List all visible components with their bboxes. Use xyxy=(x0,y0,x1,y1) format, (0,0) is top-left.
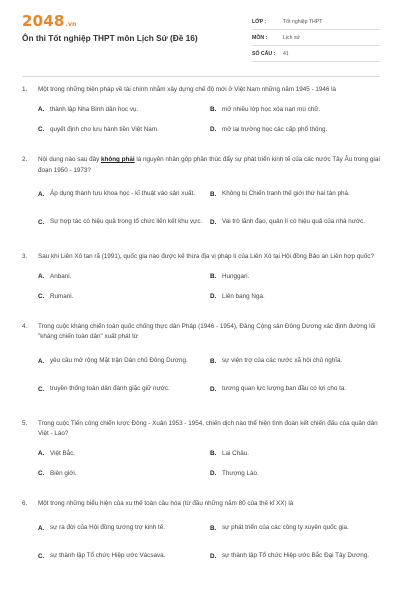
option-letter: A. xyxy=(38,357,45,365)
option-letter: A. xyxy=(38,190,45,198)
option-letter: C. xyxy=(38,218,45,226)
question xyxy=(22,322,382,405)
option-text: Sự hợp tác có hiệu quả trong tổ chức liên kết khu vực. xyxy=(50,218,203,226)
option-text: sự thành lập Tổ chức Hiệp ước Bắc Đại Tây Dương. xyxy=(222,552,370,560)
answer-options xyxy=(22,182,382,238)
option-text: Áp dụng thành tựu khoa học - kĩ thuật vào sản xuất. xyxy=(50,190,195,198)
option-letter: C. xyxy=(38,126,45,134)
answer-option[interactable] xyxy=(38,288,210,305)
option-text: Liên bang Nga. xyxy=(222,292,265,300)
question xyxy=(22,499,382,571)
option-letter: C. xyxy=(38,385,45,393)
answer-options xyxy=(22,516,382,572)
option-text: Thượng Lào. xyxy=(222,469,259,477)
option-text: truyền thống toàn dân đánh giặc giữ nước. xyxy=(50,385,170,393)
question xyxy=(22,85,382,141)
option-text: sự phát triển của các công ty xuyên quốc gia. xyxy=(222,524,349,532)
option-letter: A. xyxy=(38,273,45,281)
answer-option[interactable] xyxy=(38,516,210,541)
meta-value: Tốt nghiệp THPT xyxy=(283,18,323,25)
option-text: Anbani. xyxy=(50,272,72,280)
answer-options xyxy=(22,101,382,141)
meta-row-class xyxy=(252,14,380,30)
option-letter: D. xyxy=(210,126,217,134)
option-letter: A. xyxy=(38,450,45,458)
header-divider xyxy=(22,76,380,77)
option-letter: D. xyxy=(210,470,217,478)
exam-meta-table xyxy=(252,14,380,62)
option-letter: D. xyxy=(210,293,217,301)
question-text: Sau khi Liên Xô tan rã (1991), quốc gia nào được kế thừa địa vị pháp lí của Liên Xô tại Hội đồng Bảo an Liên hợp quốc? xyxy=(38,252,374,260)
site-logo[interactable] xyxy=(22,12,77,30)
option-letter: B. xyxy=(210,273,217,281)
meta-value: 41 xyxy=(283,50,289,57)
option-letter: A. xyxy=(38,106,45,114)
answer-options xyxy=(22,268,382,308)
option-text: Việt Bắc. xyxy=(50,449,76,457)
answer-option[interactable] xyxy=(210,182,382,207)
question-text: Một trong những biện pháp về tài chính nhằm xây dựng chế độ mới ở Việt Nam những năm 1945 - 1946 là xyxy=(38,86,337,93)
option-letter: D. xyxy=(210,385,217,393)
question-text: Nội dung nào sau đây không phải là nguyên nhân góp phần thúc đẩy sự phát triển kinh tế của các nước Tây Âu trong giai đoạn 1950 - 1973? xyxy=(38,156,380,174)
question-number: 6. xyxy=(22,500,28,508)
answer-option[interactable] xyxy=(210,465,382,482)
answer-option[interactable] xyxy=(210,268,382,285)
question xyxy=(22,419,382,486)
answer-option[interactable] xyxy=(38,101,210,118)
answer-option[interactable] xyxy=(38,349,210,374)
answer-option[interactable] xyxy=(210,349,382,374)
option-text: thành lập Nha Bình dân học vụ. xyxy=(50,105,139,113)
option-letter: C. xyxy=(38,552,45,560)
option-text: mở lại trường học các cấp phổ thông. xyxy=(222,125,328,133)
question-number: 3. xyxy=(22,252,28,260)
meta-value: Lịch sử xyxy=(283,34,301,41)
meta-key: MÔN : xyxy=(252,34,268,41)
question xyxy=(22,155,382,238)
option-text: tương quan lực lượng ban đầu có lợi cho ta. xyxy=(222,385,347,393)
meta-row-subject xyxy=(252,30,380,46)
meta-row-count xyxy=(252,46,380,62)
question xyxy=(22,252,382,308)
answer-option[interactable] xyxy=(38,465,210,482)
question-text: Trong cuộc Tiến công chiến lược Đông - Xuân 1953 - 1954, chiến dịch nào thể hiện tình đoàn kết chiến đấu của quân dân Việt - Lào? xyxy=(38,419,378,438)
answer-option[interactable] xyxy=(38,182,210,207)
answer-option[interactable] xyxy=(38,445,210,462)
option-letter: B. xyxy=(210,190,217,198)
answer-option[interactable] xyxy=(38,121,210,138)
page-header xyxy=(0,0,400,68)
option-text: mở nhiều lớp học xóa nạn mù chữ. xyxy=(222,105,321,113)
emphasis-text: không phải xyxy=(101,156,135,164)
answer-options xyxy=(22,445,382,485)
answer-option[interactable] xyxy=(38,268,210,285)
question-list xyxy=(22,85,382,586)
answer-option[interactable] xyxy=(210,544,382,569)
answer-option[interactable] xyxy=(210,288,382,305)
meta-key: LỚP : xyxy=(252,18,267,25)
page-title: Ôn thi Tốt nghiệp THPT môn Lịch Sử (Đề 16) xyxy=(22,33,198,43)
option-letter: C. xyxy=(38,470,45,478)
option-text: yêu cầu mở rộng Mặt trận Dân chủ Đông Dương. xyxy=(50,357,188,365)
answer-option[interactable] xyxy=(210,121,382,138)
option-letter: D. xyxy=(210,552,217,560)
option-text: Biên giới. xyxy=(50,469,77,477)
answer-option[interactable] xyxy=(210,445,382,462)
question-number: 5. xyxy=(22,419,28,427)
option-letter: C. xyxy=(38,293,45,301)
meta-key: SỐ CÂU : xyxy=(252,50,276,57)
answer-option[interactable] xyxy=(210,377,382,402)
answer-option[interactable] xyxy=(210,516,382,541)
option-text: sự viện trợ của các nước xã hội chủ nghĩa. xyxy=(222,357,343,365)
answer-option[interactable] xyxy=(38,210,210,235)
option-text: Lai Châu. xyxy=(222,449,249,457)
question-number: 2. xyxy=(22,156,28,164)
question-text: Trong cuộc kháng chiến toàn quốc chống thực dân Pháp (1946 - 1954), Đảng Cộng sản Đông Dương xác định đường lối "kháng chiến toàn dân" xuất phát từ xyxy=(38,323,376,341)
question-text: Một trong những biểu hiện của xu thế toàn cầu hóa (từ đầu những năm 80 của thế kỉ XX) là xyxy=(38,500,294,508)
option-text: sự thành lập Tổ chức Hiệp ước Vácsava. xyxy=(50,552,166,560)
option-letter: D. xyxy=(210,218,217,226)
option-letter: B. xyxy=(210,357,217,365)
question-number: 4. xyxy=(22,323,28,331)
option-text: Không bị Chiến tranh thế giới thứ hai tàn phá. xyxy=(222,190,350,198)
option-letter: B. xyxy=(210,450,217,458)
question-number: 1. xyxy=(22,86,28,93)
answer-option[interactable] xyxy=(38,377,210,402)
option-text: quyết định cho lưu hành tiền Việt Nam. xyxy=(50,125,159,133)
logo-text: 2048 xyxy=(22,12,65,30)
option-text: Hunggari. xyxy=(222,272,250,280)
answer-option[interactable] xyxy=(38,544,210,569)
option-text: Vai trò lãnh đạo, quản lí có hiệu quả của nhà nước. xyxy=(222,218,366,226)
answer-option[interactable] xyxy=(210,210,382,235)
option-text: Rumani. xyxy=(50,292,74,300)
answer-options xyxy=(22,349,382,405)
answer-option[interactable] xyxy=(210,101,382,118)
option-letter: B. xyxy=(210,106,217,114)
option-letter: A. xyxy=(38,524,45,532)
option-text: sự ra đời của Hội đồng tương trợ kinh tế. xyxy=(50,524,165,532)
logo-suffix: .vn xyxy=(65,21,77,28)
option-letter: B. xyxy=(210,524,217,532)
